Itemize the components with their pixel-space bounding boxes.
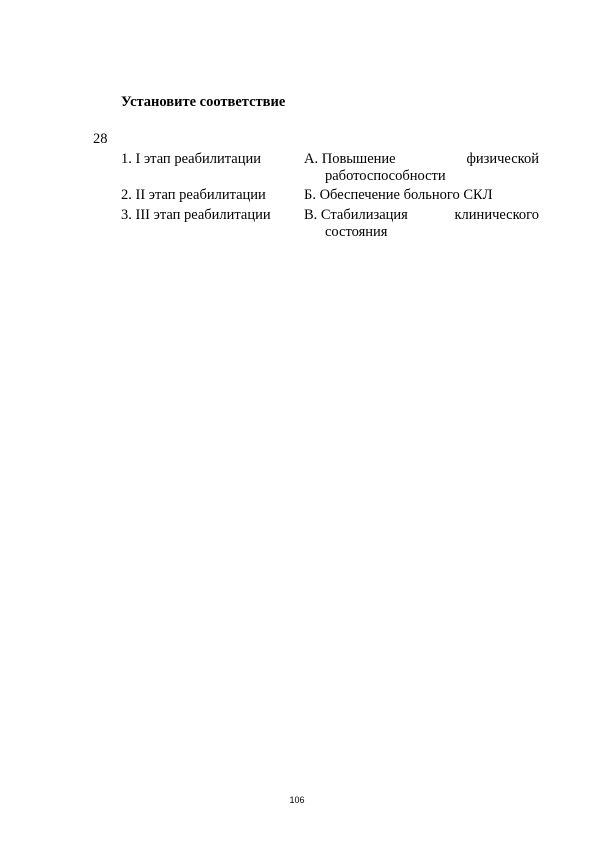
right-item-b-text: Обеспечение больного СКЛ: [319, 187, 493, 203]
right-item-b: [304, 187, 539, 204]
left-item-3: 3. III этап реабилитации: [121, 207, 271, 223]
right-item-b-letter: Б.: [304, 187, 316, 203]
right-item-c-letter: В.: [304, 207, 318, 223]
task-heading: Установите соответствие: [121, 94, 286, 110]
right-item-a-continuation: работоспособности: [325, 168, 446, 184]
right-item-c-word2: клинического: [454, 207, 539, 223]
right-item-c: [304, 207, 539, 241]
left-item-2: 2. II этап реабилитации: [121, 187, 266, 203]
question-number: 28: [93, 131, 108, 147]
right-item-c-word1: Стабилизация: [320, 207, 408, 223]
left-item-1: 1. I этап реабилитации: [121, 151, 261, 167]
right-item-a-letter: А.: [304, 151, 319, 167]
right-item-a: [304, 151, 539, 185]
page-number: 106: [289, 795, 305, 805]
right-item-a-word2: физической: [466, 151, 539, 167]
right-item-a-word1: Повышение: [321, 151, 396, 167]
right-item-c-continuation: состояния: [325, 224, 388, 240]
